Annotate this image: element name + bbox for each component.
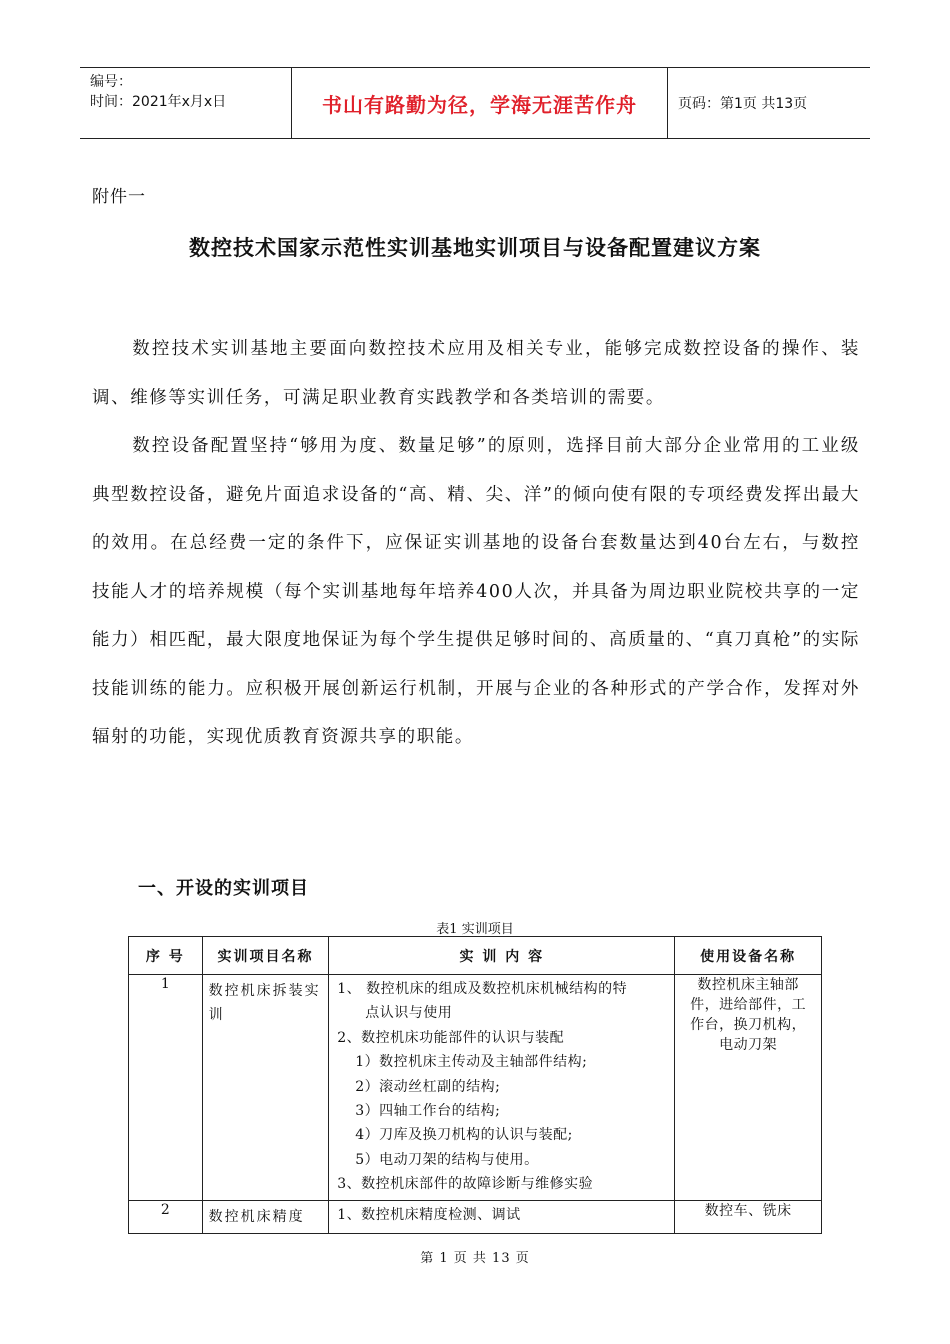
row-equipment: 数控机床主轴部件，进给部件，工作台，换刀机构，电动刀架 (675, 975, 822, 1201)
header-page-info: 页码：第1页 共13页 (678, 96, 808, 112)
content-line: 1）数控机床主传动及主轴部件结构; (355, 1054, 588, 1071)
document-title: 数控技术国家示范性实训基地实训项目与设备配置建议方案 (189, 236, 761, 260)
row-equipment: 数控车、铣床 (675, 1201, 822, 1234)
document-header (80, 67, 870, 139)
content-line: 点认识与使用 (365, 1005, 453, 1022)
content-line: 1、 数控机床的组成及数控机床机械结构的特 (337, 981, 628, 997)
row-content (329, 1201, 675, 1234)
content-line: 4）刀库及换刀机构的认识与装配; (355, 1127, 573, 1144)
page-footer: 第 1 页 共 13 页 (420, 1251, 530, 1266)
header-motto: 书山有路勤为径，学海无涯苦作舟 (292, 68, 668, 138)
body-text (92, 325, 860, 762)
header-meta (80, 68, 292, 138)
content-line: 3、数控机床部件的故障诊断与维修实验 (337, 1176, 594, 1193)
content-line: 2、数控机床功能部件的认识与装配 (337, 1029, 565, 1046)
paragraph-2: 数控设备配置坚持“够用为度、数量足够”的原则，选择目前大部分企业常用的工业级典型数控设备，避免片面追求设备的“高、精、尖、洋”的倾向使有限的专项经费发挥出最大的效用。在总经费一定的条件下，应保证实训基地的设备台套数量达到40台左右，与数控技能人才的培养规模（每个实训基地每年培养400人次，并具备为周边职业院校共享的一定能力）相匹配，最大限度地保证为每个学生提供足够时间的、高质量的、“真刀真枪”的实际技能训练的能力。应积极开展创新运行机制，开展与企业的各种形式的产学合作，发挥对外辐射的功能，实现优质教育资源共享的职能。 (92, 436, 860, 747)
header-no: 序 号 (129, 937, 203, 975)
row-project-name: 数控机床拆装实训 (202, 975, 329, 1201)
row-project-name: 数控机床精度 (202, 1201, 329, 1234)
table-row (129, 975, 822, 1201)
number-label: 编号： (90, 74, 132, 90)
row-content (329, 975, 675, 1201)
header-name: 实训项目名称 (202, 937, 329, 975)
attachment-label: 附件一 (92, 187, 146, 207)
content-line: 2）滚动丝杠副的结构; (355, 1078, 501, 1095)
row-number: 2 (129, 1201, 203, 1234)
header-equipment: 使用设备名称 (675, 937, 822, 975)
paragraph-1: 数控技术实训基地主要面向数控技术应用及相关专业，能够完成数控设备的操作、装调、维修等实训任务，可满足职业教育实践教学和各类培训的需要。 (92, 339, 860, 408)
content-line: 5）电动刀架的结构与使用。 (355, 1151, 539, 1168)
training-table (128, 936, 822, 1234)
table-header-row (129, 937, 822, 975)
section-heading: 一、开设的实训项目 (138, 878, 309, 899)
content-line: 1、数控机床精度检测、调试 (337, 1207, 521, 1223)
header-content: 实 训 内 容 (329, 937, 675, 975)
table-caption: 表1 实训项目 (436, 922, 514, 937)
date-label: 时间：2021年x月x日 (90, 94, 227, 110)
table-row (129, 1201, 822, 1234)
row-number: 1 (129, 975, 203, 1201)
content-line: 3）四轴工作台的结构; (355, 1103, 501, 1120)
